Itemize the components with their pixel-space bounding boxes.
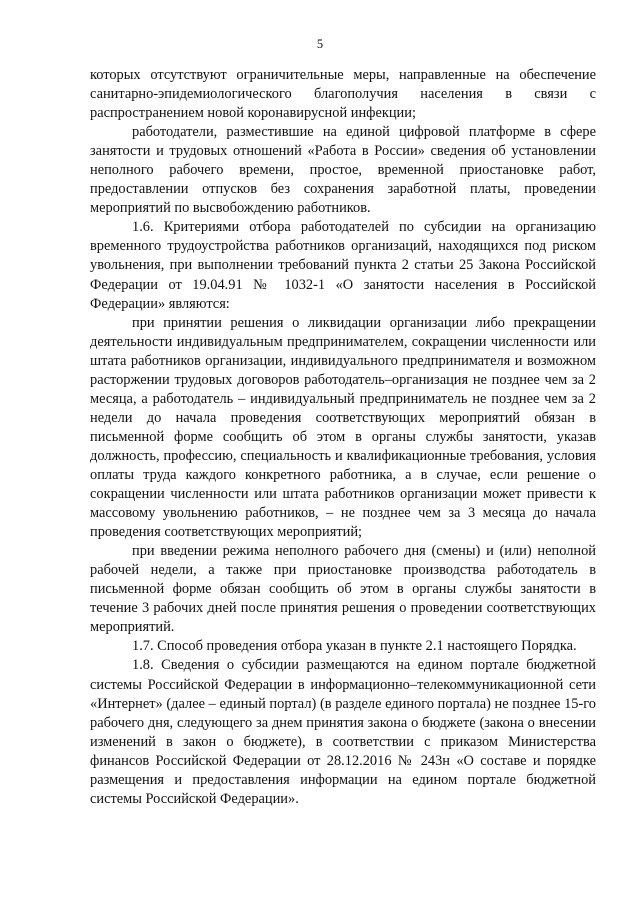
paragraph-continuation: которых отсутствуют ограничительные меры, направленные на обеспечение санитарно-эпидемиологического благополучия населения в связи с распространением новой коронавирусной инфекции; <box>90 67 596 122</box>
page-number: 5 <box>316 37 324 51</box>
paragraph-liquidation-notice: при принятии решения о ликвидации организации либо прекращении деятельности индивидуальным предпринимателем, сокращении численности или штата работников организации, индивидуального предпринимателя и возможном расторжении трудовых договоров работодатель–организация не позднее чем за 2 месяца, а работодатель – индивидуальный предприниматель не позднее чем за 2 недели до начала проведения соответствующих мероприятий обязан в письменной форме сообщить об этом в органы службы занятости, указав должность, профессию, специальность и квалификационные требования, условия оплаты труда каждого конкретного работника, а в случае, если решение о сокращении численности или штата работников организации может привести к массовому увольнению работников, – не позднее чем за 3 месяца до начала проведения соответствующих мероприятий; <box>90 314 596 541</box>
paragraph-employers-platform: работодатели, разместившие на единой цифровой платформе в сфере занятости и трудовых отношений «Работа в России» сведения об установлении неполного рабочего времени, простое, временной приостановке работ, предоставлении отпусков без сохранения заработной платы, проведении мероприятий по высвобождению работников. <box>90 124 596 217</box>
document-body <box>90 66 596 809</box>
paragraph-1-6-criteria: 1.6. Критериями отбора работодателей по субсидии на организацию временного трудоустройства работников организаций, находящихся под риском увольнения, при выполнении требований пункта 2 статьи 25 Закона Российской Федерации от 19.04.91 № 1032-1 «О занятости населения в Российской Федерации» являются: <box>90 219 596 312</box>
paragraph-1-8-subsidy-info: 1.8. Сведения о субсидии размещаются на едином портале бюджетной системы Российской Федерации в информационно–телекоммуникационной сети «Интернет» (далее – единый портал) (в разделе единого портала) не позднее 15-го рабочего дня, следующего за днем принятия закона о бюджете (закона о внесении изменений в закон о бюджете), в соответствии с приказом Министерства финансов Российской Федерации от 28.12.2016 № 243н «О составе и порядке размещения и предоставления информации на едином портале бюджетной системы Российской Федерации». <box>90 657 596 807</box>
paragraph-1-7-selection-method: 1.7. Способ проведения отбора указан в пункте 2.1 настоящего Порядка. <box>132 638 577 655</box>
paragraph-part-time-notice: при введении режима неполного рабочего дня (смены) и (или) неполной рабочей недели, а также при приостановке производства работодатель в письменной форме обязан сообщить об этом в органы службы занятости в течение 3 рабочих дней после принятия решения о проведении соответствующих мероприятий. <box>90 543 596 636</box>
